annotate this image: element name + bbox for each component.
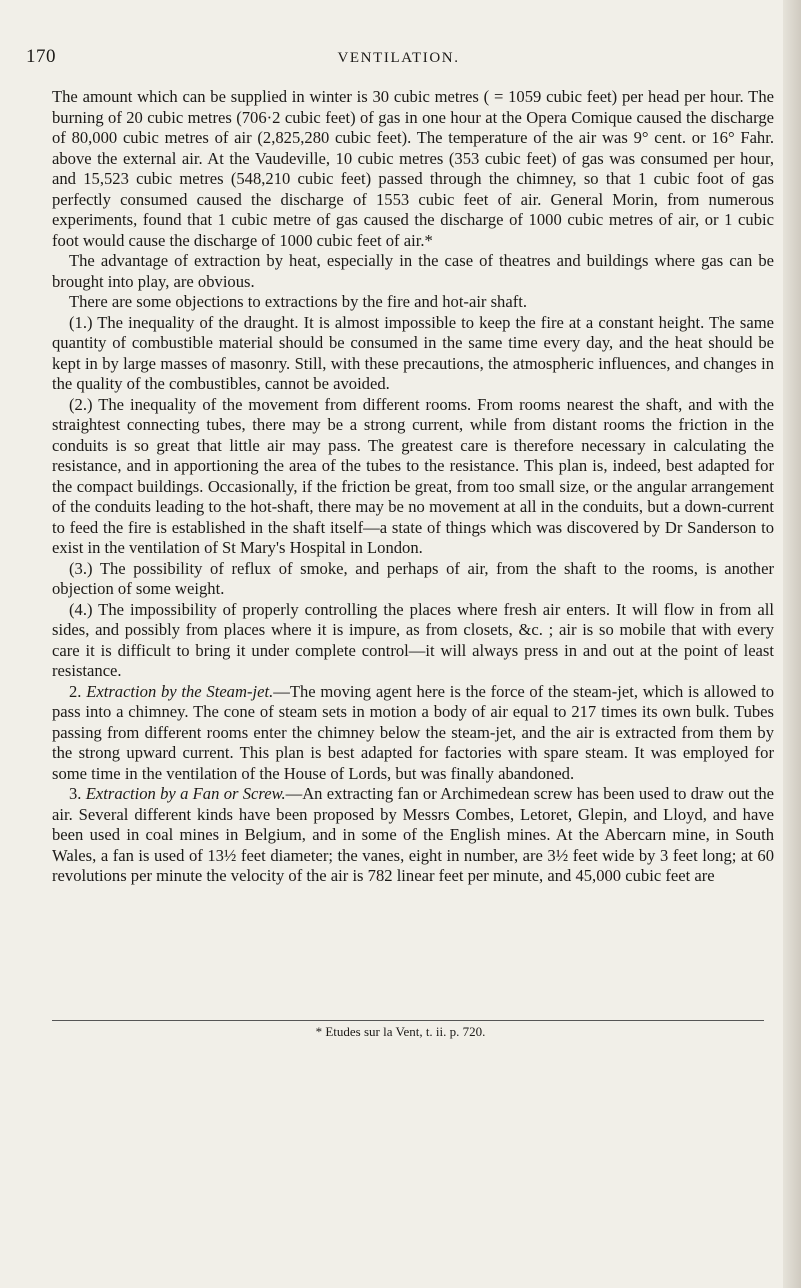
paragraph: (3.) The possibility of reflux of smoke, and perhaps of air, from the shaft to the rooms, is another objection of some weight. xyxy=(52,558,774,598)
section-text: —An extracting fan or Archimedean screw has been used to draw out the air. Several different kinds have been proposed by Messrs Combes, Letoret, Glepin, and Lloyd, and have been used in coal mines in Belgium, and in some of the English mines. At the Abercarn mine, in South Wales, a fan is used of 13½ feet diameter; the vanes, eight in number, are 3½ feet wide by 3 feet long; at 60 revolutions per minute the velocity of the air is 782 linear feet per minute, and 45,000 cubic feet are xyxy=(52,784,774,885)
page-number: 170 xyxy=(26,46,56,67)
paragraph: (4.) The impossibility of properly controlling the places where fresh air enters. It will flow in from all sides, and possibly from places where it is impure, as from closets, &c. ; air is so mobile that with every care it is difficult to bring it under complete control—it will always press in and out at the point of least resistance. xyxy=(52,599,774,680)
section-fan-or-screw xyxy=(52,784,774,887)
footnote: * Etudes sur la Vent, t. ii. p. 720. xyxy=(315,1024,486,1039)
footnote-divider xyxy=(52,1020,764,1021)
section-heading: Extraction by the Steam-jet. xyxy=(86,681,274,701)
section-number: 2. xyxy=(69,681,82,701)
section-steam-jet xyxy=(52,682,774,785)
paragraph: The advantage of extraction by heat, especially in the case of theatres and buildings where gas can be brought into play, are obvious. xyxy=(52,251,774,291)
body-text xyxy=(52,87,774,887)
paragraph: There are some objections to extractions by the fire and hot-air shaft. xyxy=(69,292,528,311)
section-heading: Extraction by a Fan or Screw. xyxy=(85,784,286,803)
running-head: VENTILATION. xyxy=(337,50,460,66)
paragraph: (1.) The inequality of the draught. It is almost impossible to keep the fire at a constant height. The same quantity of combustible material should be consumed in the same time every day, and the heat should be kept in by large masses of masonry. Still, with these precautions, the atmospheric influences, and changes in the quality of the combustibles, cannot be avoided. xyxy=(52,312,774,393)
page-header xyxy=(26,46,771,72)
section-text: —The moving agent here is the force of the steam-jet, which is allowed to pass into a chimney. The cone of steam sets in motion a body of air equal to 217 times its own bulk. Tubes passing from different rooms enter the chimney below the steam-jet, and the air is extracted from them by the strong upward current. This plan is best adapted for factories with spare steam. It was employed for some time in the ventilation of the House of Lords, but was finally abandoned. xyxy=(52,681,774,783)
paragraph: The amount which can be supplied in winter is 30 cubic metres ( = 1059 cubic feet) per head per hour. The burning of 20 cubic metres (706·2 cubic feet) of gas in one hour at the Opera Comique caused the discharge of 80,000 cubic metres of air (2,825,280 cubic feet). The temperature of the air was 9° cent. or 16° Fahr. above the external air. At the Vaudeville, 10 cubic metres (353 cubic feet) of gas was consumed per hour, and 15,523 cubic metres (548,210 cubic feet) passed through the chimney, so that 1 cubic foot of gas perfectly consumed caused the discharge of 1553 cubic feet of air. General Morin, from numerous experiments, found that 1 cubic metre of gas caused the discharge of 1000 cubic metres of air, or 1 cubic foot would cause the discharge of 1000 cubic feet of air.* xyxy=(52,87,774,250)
paragraph: (2.) The inequality of the movement from different rooms. From rooms nearest the shaft, and with the straightest connecting tubes, there may be a strong current, while from distant rooms the friction in the conduits is so great that little air may pass. The greatest care is therefore necessary in calculating the resistance, and in apportioning the area of the tubes to the resistance. This plan is, indeed, best adapted for the compact buildings. Occasionally, if the friction be great, from too small size, or the angular arrangement of the conduits leading to the hot-shaft, there may be no movement at all in the conduits, but a down-current to feed the fire is established in the shaft itself—a state of things which was discovered by Dr Sanderson to exist in the ventilation of St Mary's Hospital in London. xyxy=(52,394,774,557)
adjacent-page-edge xyxy=(783,0,801,1288)
section-number: 3. xyxy=(69,784,82,803)
